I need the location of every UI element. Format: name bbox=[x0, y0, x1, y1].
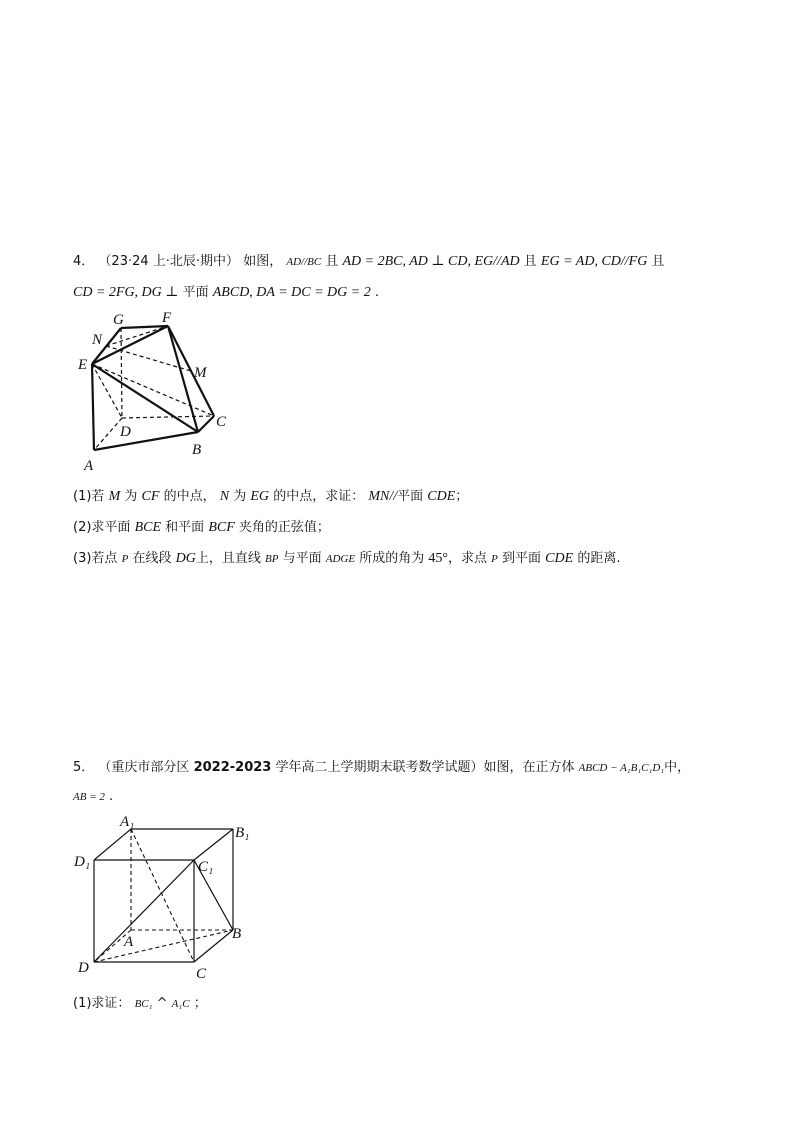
edge-C1B1 bbox=[194, 829, 233, 860]
problem4-source: （23·24 上·北辰·期中） bbox=[98, 254, 240, 269]
problem4-q1 bbox=[73, 488, 468, 506]
problem4-and1: 且 bbox=[325, 254, 339, 269]
p5-q1-text: 求证： bbox=[91, 996, 131, 1011]
q3-text: 若点 bbox=[91, 551, 118, 566]
q1-math: M bbox=[108, 489, 121, 504]
label-C: C bbox=[216, 414, 227, 430]
problem4-q2 bbox=[73, 519, 330, 537]
q3-text: 在线段 bbox=[132, 551, 172, 566]
q2-number: (2) bbox=[73, 520, 92, 535]
q1-text: 为 bbox=[124, 489, 138, 504]
problem4-and3: 且 bbox=[651, 254, 665, 269]
label-D: D bbox=[120, 424, 131, 440]
q3-text: 与平面 bbox=[282, 551, 322, 566]
edge-FC bbox=[168, 326, 214, 416]
q2-text: 和平面 bbox=[165, 520, 205, 535]
edge-EA bbox=[92, 364, 94, 450]
q1-text: ； bbox=[455, 489, 469, 504]
problem5-number: 5． bbox=[73, 760, 95, 775]
edge-DC bbox=[122, 416, 214, 418]
q3-math: CDE bbox=[545, 551, 574, 566]
problem4-cond-b: AD = 2BC, AD ⊥ CD, EG//AD bbox=[342, 254, 520, 269]
problem4-cond-a: AD//BC bbox=[286, 256, 322, 268]
q3-text: 到平面 bbox=[502, 551, 542, 566]
problem4-statement-line2 bbox=[73, 284, 379, 302]
q1-math: CF bbox=[141, 489, 160, 504]
edge-DC1 bbox=[94, 860, 194, 962]
label-B: B bbox=[232, 926, 242, 942]
edge-A1C bbox=[131, 829, 194, 962]
q3-text: ，求点 bbox=[447, 551, 487, 566]
label-F: F bbox=[162, 310, 172, 326]
problem4-statement-line1 bbox=[73, 253, 665, 271]
edge-AB bbox=[94, 432, 198, 450]
problem4-period: . bbox=[374, 285, 380, 300]
label-E: E bbox=[78, 357, 88, 373]
label-A1: A₁ bbox=[120, 814, 135, 830]
problem5-figure bbox=[72, 810, 272, 982]
q3-math: P bbox=[121, 553, 129, 565]
problem5-source-years: 2022-2023 bbox=[193, 760, 272, 775]
problem5-cond: AB = 2 bbox=[73, 791, 105, 803]
problem5-cube: ABCD − A₁B₁C₁D₁ bbox=[578, 762, 665, 774]
problem4-intro: 如图， bbox=[243, 254, 283, 269]
q1-number: (1) bbox=[73, 489, 92, 504]
edge-DB bbox=[94, 930, 233, 962]
label-D1: D₁ bbox=[74, 854, 91, 870]
q2-math: BCE bbox=[134, 520, 162, 535]
q1-math: CDE bbox=[427, 489, 456, 504]
q1-text: 的中点， bbox=[163, 489, 216, 504]
label-B1: B₁ bbox=[235, 825, 250, 841]
q1-text: 若 bbox=[91, 489, 105, 504]
q1-text: 的中点，求证： bbox=[273, 489, 365, 504]
p5-q1-math: A₁C bbox=[171, 998, 190, 1010]
label-D: D bbox=[78, 960, 89, 976]
q3-math: DG bbox=[175, 551, 196, 566]
p5-q1-number: (1) bbox=[73, 996, 92, 1011]
p5-q1-text: ； bbox=[193, 996, 207, 1011]
q3-number: (3) bbox=[73, 551, 92, 566]
problem5-q1 bbox=[73, 995, 207, 1013]
q3-text: 上，且直线 bbox=[195, 551, 261, 566]
problem4-cond-e: ABCD, DA = DC = DG = 2 bbox=[212, 285, 371, 300]
label-C: C bbox=[196, 966, 207, 982]
q1-math: MN// bbox=[368, 489, 398, 504]
problem4-q3 bbox=[73, 550, 620, 568]
q1-text: 平面 bbox=[397, 489, 424, 504]
problem5-source-open: （重庆市部分区 bbox=[98, 760, 190, 775]
problem5-statement-line1 bbox=[73, 759, 690, 777]
label-G: G bbox=[113, 312, 124, 328]
label-A: A bbox=[124, 934, 134, 950]
problem4-cond-d: CD = 2FG, DG ⊥ bbox=[73, 285, 179, 300]
q3-text: 所成的角为 bbox=[359, 551, 425, 566]
p5-q1-perp: ^ bbox=[156, 996, 168, 1011]
q3-math: P bbox=[491, 553, 498, 565]
problem4-figure bbox=[72, 308, 242, 476]
q1-math: EG bbox=[250, 489, 270, 504]
problem4-and2: 且 bbox=[523, 254, 537, 269]
problem5-period: . bbox=[109, 789, 114, 804]
label-B: B bbox=[192, 442, 202, 458]
label-C1: C₁ bbox=[198, 859, 214, 875]
problem4-number: 4． bbox=[73, 254, 95, 269]
edge-EF bbox=[92, 326, 168, 364]
problem5-source-rest: 学年高二上学期期末联考数学试题）如图，在正方体 bbox=[275, 760, 575, 775]
q2-math: BCF bbox=[208, 520, 235, 535]
problem4-cond-c: EG = AD, CD//FG bbox=[540, 254, 648, 269]
edge-BC bbox=[198, 416, 214, 432]
label-N: N bbox=[92, 332, 103, 348]
q1-math: N bbox=[219, 489, 230, 504]
q1-text: 为 bbox=[233, 489, 247, 504]
problem5-statement-line2 bbox=[73, 788, 113, 806]
q2-text: 夹角的正弦值； bbox=[238, 520, 330, 535]
label-M: M bbox=[194, 365, 207, 381]
q3-math: BP bbox=[265, 553, 279, 565]
problem4-plane-word: 平面 bbox=[182, 285, 209, 300]
label-A: A bbox=[84, 458, 94, 474]
p5-q1-math: BC₁ bbox=[134, 998, 153, 1010]
q3-text: 的距离. bbox=[577, 551, 621, 566]
q3-math: ADGE bbox=[325, 553, 356, 565]
q3-math: 45° bbox=[428, 551, 448, 566]
problem5-in: 中， bbox=[664, 760, 691, 775]
q2-text: 求平面 bbox=[91, 520, 131, 535]
edge-D1A1 bbox=[94, 829, 131, 860]
edge-ED bbox=[92, 364, 122, 418]
